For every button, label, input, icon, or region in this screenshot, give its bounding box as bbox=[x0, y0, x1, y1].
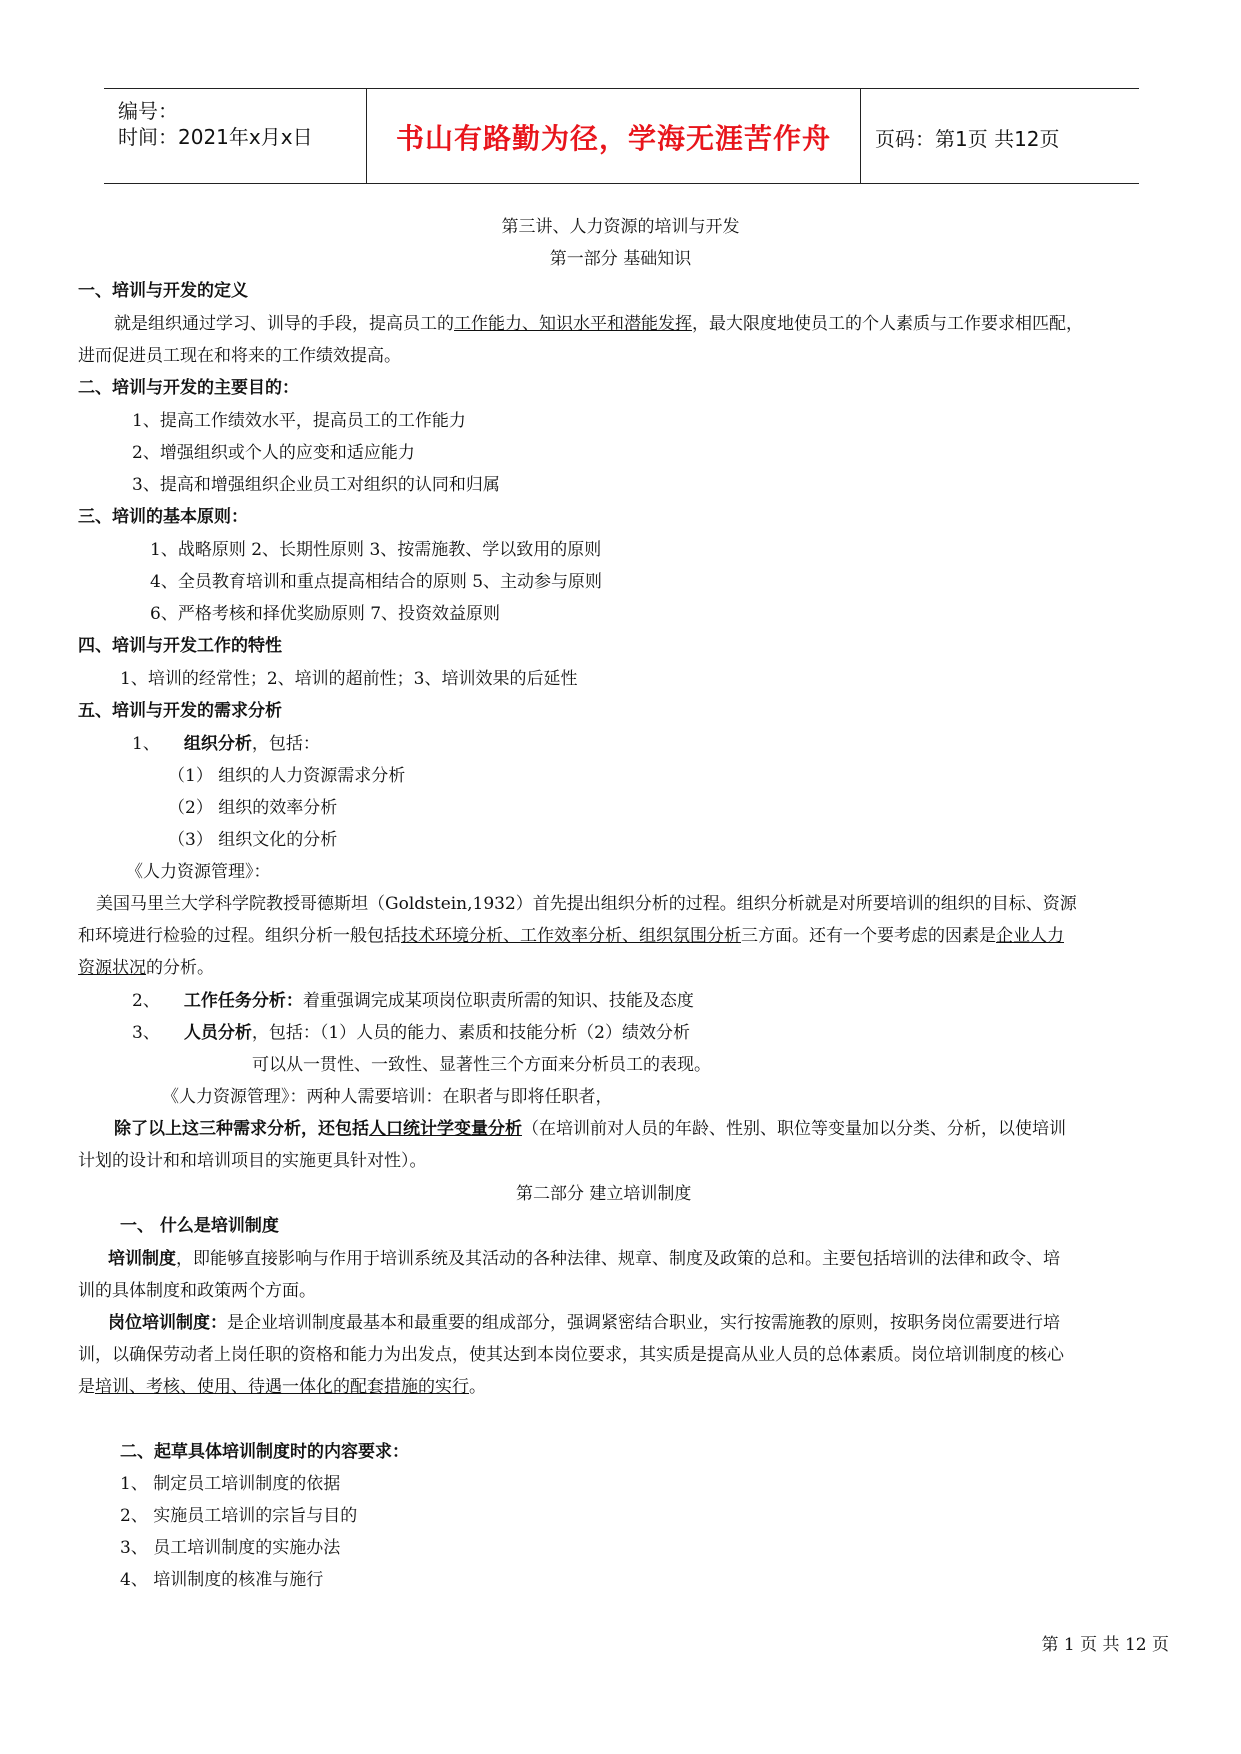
text: 是企业培训制度最基本和最重要的组成部分，强调紧密结合职业，实行按需施教的原则，按职务岗位需要进行培 bbox=[227, 1313, 1060, 1333]
section2-item: 2、增强组织或个人的应变和适应能力 bbox=[132, 443, 415, 463]
doc-title: 第三讲、人力资源的培训与开发 bbox=[501, 217, 740, 237]
item-number: 1、 bbox=[132, 734, 160, 754]
time-label: 时间：2021年x月x日 bbox=[118, 125, 313, 149]
underlined-text: 企业人力 bbox=[996, 926, 1064, 946]
section1-para-line1 bbox=[114, 313, 1083, 335]
org-para-line1: 美国马里兰大学科学院教授哥德斯坦（Goldstein,1932）首先提出组织分析的过程。组织分析就是对所要培训的组织的目标、资源 bbox=[96, 894, 1077, 914]
section4-text: 1、培训的经常性；2、培训的超前性；3、培训效果的后延性 bbox=[120, 669, 578, 689]
content-requirement-item: 4、 培训制度的核准与施行 bbox=[120, 1570, 324, 1590]
header-center-cell bbox=[367, 89, 861, 183]
bold-term: 工作任务分析： bbox=[183, 991, 303, 1011]
section1-para-line2: 进而促进员工现在和将来的工作绩效提高。 bbox=[78, 346, 401, 366]
header-right-cell bbox=[861, 89, 1139, 183]
underlined-text: 工作能力、知识水平和潜能发挥 bbox=[454, 314, 692, 334]
bold-text: 除了以上这三种需求分析，还包括 bbox=[114, 1119, 369, 1139]
org-para-line2 bbox=[78, 925, 1064, 947]
section4-heading: 四、培训与开发工作的特性 bbox=[78, 636, 282, 656]
item-number: 2、 bbox=[132, 991, 160, 1011]
text: ，包括： bbox=[251, 734, 320, 754]
header-left-cell bbox=[104, 89, 367, 183]
org-para-line3 bbox=[78, 957, 214, 979]
part2-heading: 第二部分 建立培训制度 bbox=[516, 1184, 692, 1204]
training-system-def-line2: 训的具体制度和政策两个方面。 bbox=[78, 1281, 316, 1301]
section2-item: 3、提高和增强组织企业员工对组织的认同和归属 bbox=[132, 475, 500, 495]
section3-item: 6、严格考核和择优奖励原则 7、投资效益原则 bbox=[150, 604, 501, 624]
org-analysis-line bbox=[132, 733, 320, 755]
text: 着重强调完成某项岗位职责所需的知识、技能及态度 bbox=[302, 991, 694, 1011]
bold-term: 岗位培训制度： bbox=[108, 1313, 227, 1333]
bold-term: 培训制度 bbox=[108, 1249, 176, 1269]
motto: 书山有路勤为径，学海无涯苦作舟 bbox=[395, 122, 831, 155]
post-training-def-line2: 训，以确保劳动者上岗任职的资格和能力为出发点，使其达到本岗位要求，其实质是提高从业人员的总体素质。岗位培训制度的核心 bbox=[78, 1345, 1064, 1365]
org-analysis-item: （3） 组织文化的分析 bbox=[168, 830, 338, 850]
part1-heading: 第一部分 基础知识 bbox=[549, 249, 692, 269]
post-training-def-line3 bbox=[78, 1376, 486, 1398]
page-label: 页码：第1页 共12页 bbox=[875, 127, 1060, 151]
number-label: 编号： bbox=[118, 99, 178, 123]
section3-item: 4、全员教育培训和重点提高相结合的原则 5、主动参与原则 bbox=[150, 572, 603, 592]
section3-heading: 三、培训的基本原则： bbox=[78, 507, 248, 527]
book-reference-2: 《人力资源管理》：两种人需要培训：在职者与即将任职者， bbox=[162, 1087, 613, 1107]
text: 三方面。还有一个要考虑的因素是 bbox=[741, 926, 996, 946]
content-requirement-item: 1、 制定员工培训制度的依据 bbox=[120, 1474, 341, 1494]
part2-section1-heading: 一、 什么是培训制度 bbox=[120, 1216, 279, 1236]
section2-heading: 二、培训与开发的主要目的： bbox=[78, 378, 299, 398]
page-footer: 第 1 页 共 12 页 bbox=[1041, 1635, 1169, 1655]
extra-analysis-line1 bbox=[114, 1118, 1066, 1140]
part2-section2-heading: 二、起草具体培训制度时的内容要求： bbox=[120, 1442, 409, 1462]
section1-heading: 一、培训与开发的定义 bbox=[78, 281, 248, 301]
book-reference: 《人力资源管理》： bbox=[126, 862, 271, 882]
person-analysis-line bbox=[132, 1022, 690, 1044]
underlined-text: 培训、考核、使用、待遇一体化的配套措施的实行 bbox=[95, 1377, 469, 1397]
text: 和环境进行检验的过程。组织分析一般包括 bbox=[78, 926, 401, 946]
underlined-text: 技术环境分析、工作效率分析、组织氛围分析 bbox=[401, 926, 741, 946]
section5-heading: 五、培训与开发的需求分析 bbox=[78, 701, 282, 721]
training-system-def-line1 bbox=[108, 1248, 1060, 1270]
underlined-text: 资源状况 bbox=[78, 958, 146, 978]
section3-item: 1、战略原则 2、长期性原则 3、按需施教、学以致用的原则 bbox=[150, 540, 602, 560]
bold-term: 组织分析 bbox=[183, 734, 252, 754]
task-analysis-line bbox=[132, 990, 694, 1012]
post-training-def-line1 bbox=[108, 1312, 1060, 1334]
text: 的分析。 bbox=[146, 958, 214, 978]
header-table bbox=[104, 88, 1139, 184]
org-analysis-item: （2） 组织的效率分析 bbox=[168, 798, 338, 818]
bold-underlined-text: 人口统计学变量分析 bbox=[369, 1119, 522, 1139]
bold-term: 人员分析 bbox=[183, 1023, 252, 1043]
content-requirement-item: 2、 实施员工培训的宗旨与目的 bbox=[120, 1506, 358, 1526]
text: ，即能够直接影响与作用于培训系统及其活动的各种法律、规章、制度及政策的总和。主要包括培训的法律和政令、培 bbox=[176, 1249, 1060, 1269]
section2-item: 1、提高工作绩效水平，提高员工的工作能力 bbox=[132, 411, 466, 431]
content-requirement-item: 3、 员工培训制度的实施办法 bbox=[120, 1538, 341, 1558]
text: 是 bbox=[78, 1377, 95, 1397]
person-analysis-line2: 可以从一贯性、一致性、显著性三个方面来分析员工的表现。 bbox=[252, 1055, 711, 1075]
text: ，包括：（1）人员的能力、素质和技能分析（2）绩效分析 bbox=[251, 1023, 690, 1043]
text: （在培训前对人员的年龄、性别、职位等变量加以分类、分析，以使培训 bbox=[522, 1119, 1066, 1139]
text: ，最大限度地使员工的个人素质与工作要求相匹配， bbox=[692, 314, 1083, 334]
org-analysis-item: （1） 组织的人力资源需求分析 bbox=[168, 766, 406, 786]
text: 就是组织通过学习、训导的手段，提高员工的 bbox=[114, 314, 454, 334]
text: 。 bbox=[469, 1377, 486, 1397]
item-number: 3、 bbox=[132, 1023, 160, 1043]
extra-analysis-line2: 计划的设计和和培训项目的实施更具针对性）。 bbox=[78, 1151, 427, 1171]
